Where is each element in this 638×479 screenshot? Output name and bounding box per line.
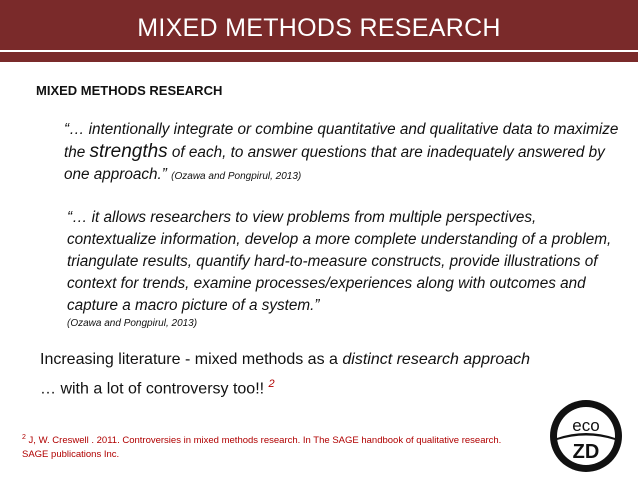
quote1-text-a: “… intentionally integrate or combine quantitative and qualitative data to maximize the [64,121,619,161]
literature-line1-text: Increasing literature - mixed methods as a [40,351,343,368]
slide-title: MIXED METHODS RESEARCH [137,14,501,42]
ecozd-logo [548,398,624,474]
literature-note [40,348,530,401]
logo-text-top: eco [572,416,600,435]
footnote-line1-text: J, W. Creswell . 2011. Controversies in mixed methods research. In The SAGE handbook of qualitative research. [25,435,502,447]
literature-line2 [40,372,530,401]
quote2-citation: (Ozawa and Pongpirul, 2013) [67,318,198,329]
footnote-line2: SAGE publications Inc. [22,449,120,461]
quote-definition [64,119,624,188]
title-rule [0,50,638,52]
logo-text-bottom: ZD [572,441,600,463]
quote1-emphasis: strengths [89,141,168,162]
footnote-line1 [22,431,542,448]
literature-ref-mark: 2 [268,378,275,390]
quote1-citation: (Ozawa and Pongpirul, 2013) [171,171,302,182]
literature-line1 [40,348,530,372]
section-heading: MIXED METHODS RESEARCH [36,83,223,98]
quote1-text-b: of each, to answer questions that are inadequately answered by one approach.” [64,144,605,183]
literature-line2-text: … with a lot of controversy too!! [40,380,269,398]
quote2-text: “… it allows researchers to view problems from multiple perspectives, contextualize information, develop a more complete understanding of a problem, triangulate results, quantify hard-to-measure constructs, provide illustrations of context for trends, examine processes/experiences along with outcomes and capture a macro picture of a system.” [67,209,612,314]
literature-line1-emphasis: distinct research approach [342,351,531,368]
title-bar [0,0,638,62]
quote-benefits [67,207,627,317]
footnote [22,431,542,462]
footnote-marker: 2 [22,434,26,441]
